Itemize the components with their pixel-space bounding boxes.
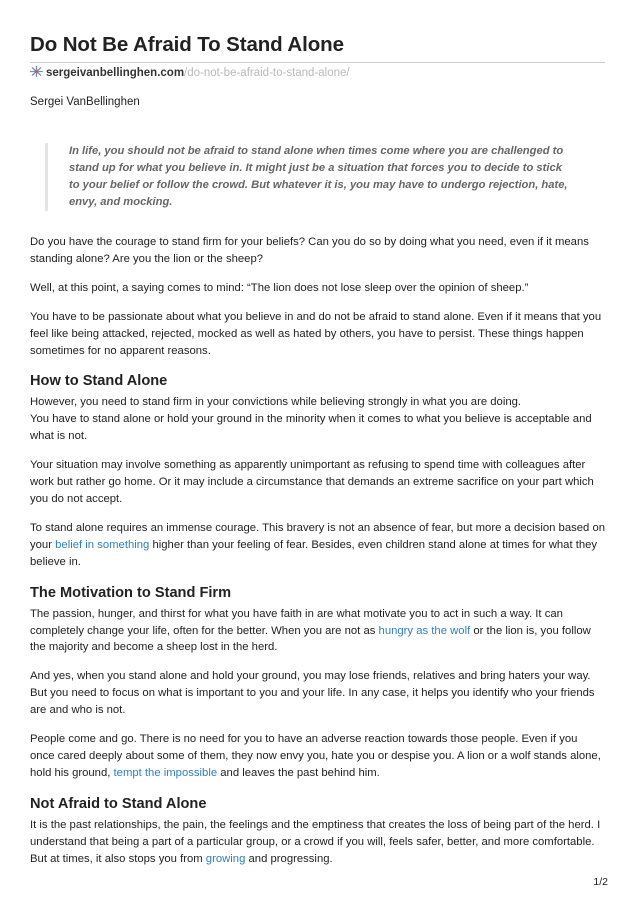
text-line: However, you need to stand firm in your convictions while believing strongly in what you are doing. — [30, 396, 522, 409]
section1-paragraph-2: Your situation may involve something as apparently unimportant as refusing to spend time with colleagues after work but rather go home. Or it may include a circumstance that demands an extreme sacrifice on your part which you do not accept. — [30, 459, 594, 505]
intro-paragraph: Do you have the courage to stand firm for your beliefs? Can you do so by doing what you need, even if it means standing alone? Are you the lion or the sheep? — [30, 236, 589, 265]
section2-paragraph-1 — [30, 606, 605, 657]
source-path[interactable]: /do-not-be-afraid-to-stand-alone/ — [184, 67, 350, 79]
link-tempt-the-impossible[interactable]: tempt the impossible — [113, 766, 218, 779]
text-run: and leaves the past behind him. — [217, 766, 380, 779]
page-number: 1/2 — [593, 876, 608, 888]
text-run: People come and go. There is no need for you to have an adverse reaction towards those people. Even if you once cared deeply about some of them, they now envy you, hate you or despise you. A lion or a wolf stands alone, hold his ground, — [30, 733, 601, 779]
text-run: and progressing. — [245, 852, 333, 865]
intro-paragraph: You have to be passionate about what you believe in and do not be afraid to stand alone. Even if it means that you feel like being attacked, rejected, mocked as well as hated by others, you have to persist. These things happen sometimes for no apparent reasons. — [30, 310, 602, 357]
blockquote: In life, you should not be afraid to stand alone when times come where you are challenged to stand up for what you believe in. It might just be a situation that forces you to decide to stick to your belief or follow the crowd. But whatever it is, you may have to undergo rejection, hate, envy, and mocking. — [45, 143, 569, 211]
text-run: To stand alone requires an immense courage. This bravery is not an absence of fear, but more a decision based on your — [30, 521, 606, 551]
source-domain[interactable]: sergeivanbellinghen.com — [46, 67, 185, 79]
article-body — [30, 234, 605, 879]
title-divider — [30, 62, 605, 63]
page-title: Do Not Be Afraid To Stand Alone — [30, 33, 344, 56]
intro-paragraph: Well, at this point, a saying comes to mind: “The lion does not lose sleep over the opinion of sheep.” — [30, 281, 529, 294]
section-heading-how-to-stand-alone: How to Stand Alone — [30, 373, 168, 390]
link-belief-in-something[interactable]: belief in something — [55, 538, 150, 551]
section2-paragraph-3 — [30, 731, 605, 782]
section1-paragraph-1 — [30, 394, 605, 445]
section1-paragraph-3 — [30, 520, 605, 571]
section2-paragraph-2: And yes, when you stand alone and hold your ground, you may lose friends, relatives and bring haters your way. But you need to focus on what is important to you and your life. In any case, it helps you identify who your friends are and who is not. — [30, 670, 595, 717]
source-line — [30, 66, 350, 79]
text-run: or the lion is, you follow the majority and become a sheep lost in the herd. — [30, 624, 591, 654]
text-run: The passion, hunger, and thirst for what you have faith in are what motivate you to act in such a way. It can completely change your life, often for the better. When you are not as — [30, 607, 563, 637]
section-heading-not-afraid: Not Afraid to Stand Alone — [30, 795, 207, 812]
site-favicon-icon — [30, 66, 43, 77]
link-growing[interactable]: growing — [205, 852, 246, 865]
author-name: Sergei VanBellinghen — [30, 96, 140, 108]
section-heading-motivation: The Motivation to Stand Firm — [30, 584, 232, 601]
text-run: It is the past relationships, the pain, the feelings and the emptiness that creates the loss of being part of the herd. I understand that being a part of a particular group, or a crowd if you will, feels safer, better, and more comfortable. But at times, it also stops you from — [30, 818, 601, 865]
section3-paragraph-1 — [30, 817, 605, 868]
link-hungry-as-the-wolf[interactable]: hungry as the wolf — [378, 624, 471, 637]
text-run: higher than your feeling of fear. Besides, even children stand alone at times for what they believe in. — [30, 538, 598, 568]
text-line: You have to stand alone or hold your ground in the minority when it comes to what you believe is acceptable and what is not. — [30, 413, 592, 443]
